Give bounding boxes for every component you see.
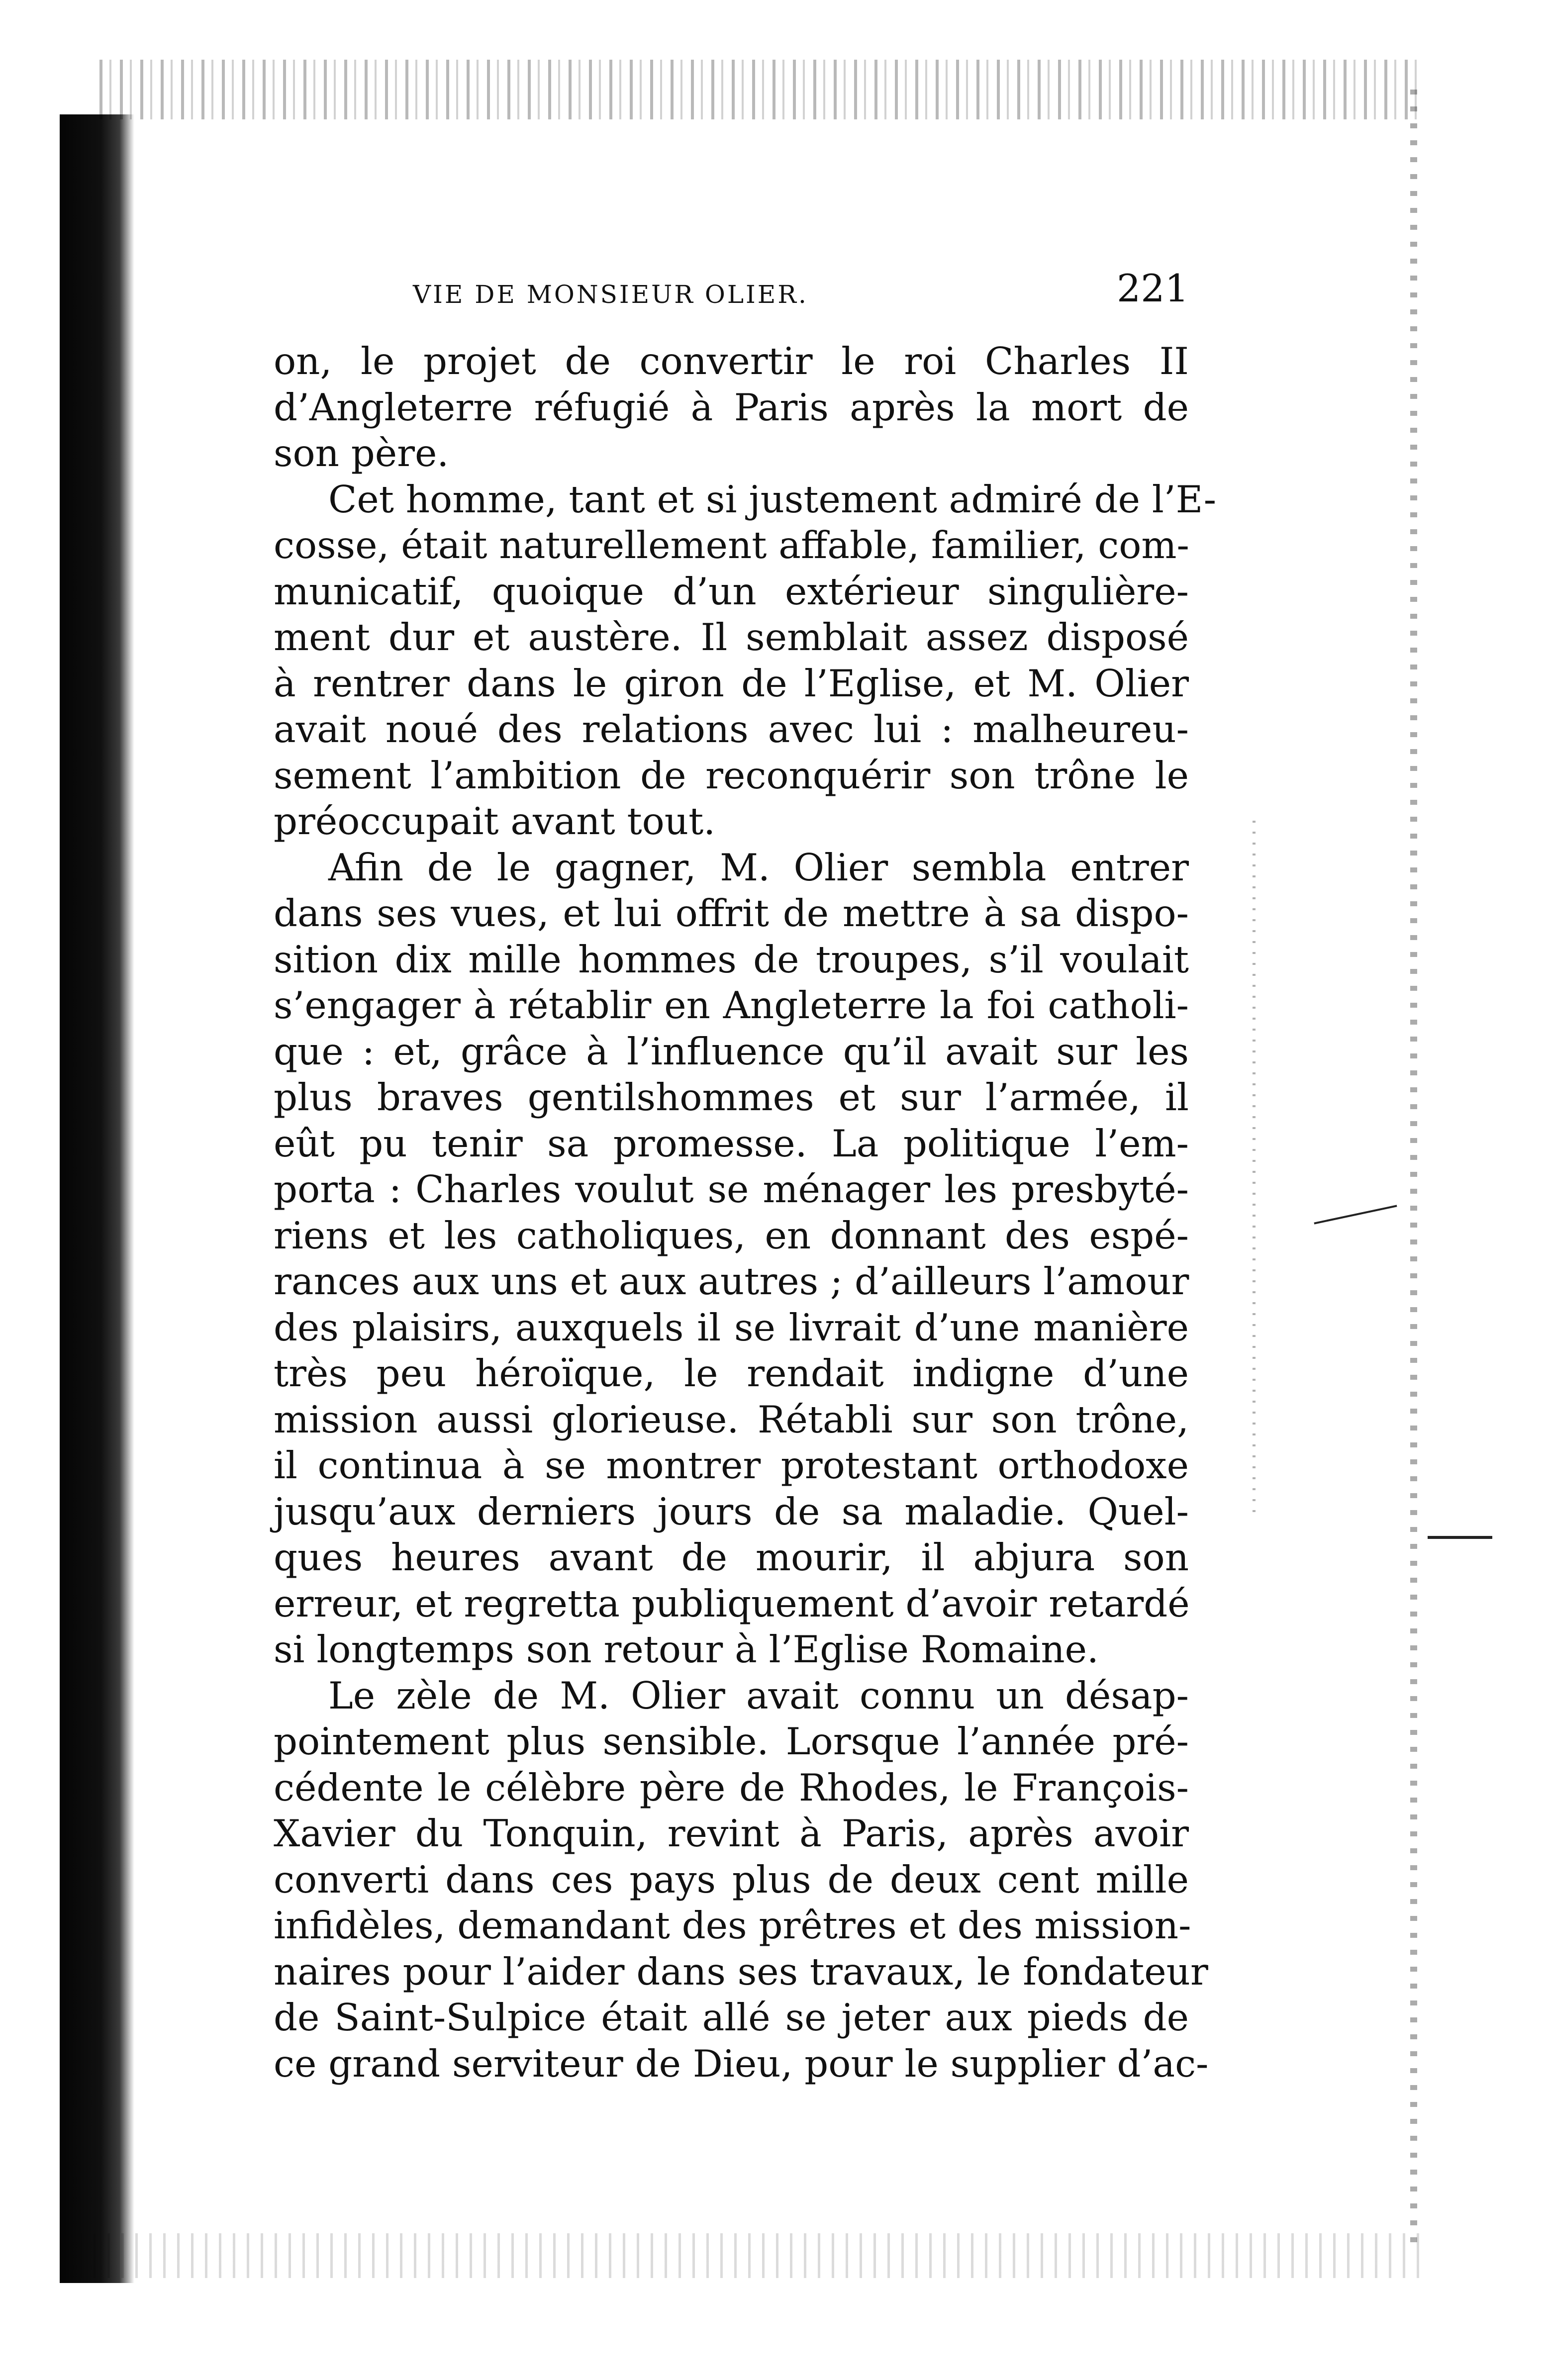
text-line: cosse, était naturellement affable, familier, com-	[274, 523, 1189, 567]
text-line: ment dur et austère. Il semblait assez disposé	[274, 615, 1189, 659]
text-line: riens et les catholiques, en donnant des espé-	[274, 1213, 1189, 1257]
text-line: son père.	[274, 431, 449, 475]
text-line: ques heures avant de mourir, il abjura son	[274, 1535, 1189, 1579]
running-title: VIE DE MONSIEUR OLIER.	[413, 280, 808, 309]
text-line: s’engager à rétablir en Angleterre la foi catholi-	[274, 983, 1189, 1027]
page-header	[274, 266, 1189, 321]
text-line: eût pu tenir sa promesse. La politique l’em-	[274, 1121, 1189, 1165]
text-line: Xavier du Tonquin, revint à Paris, après avoir	[274, 1811, 1189, 1855]
text-line: très peu héroïque, le rendait indigne d’une	[274, 1351, 1189, 1395]
text-line: on, le projet de convertir le roi Charles II	[274, 339, 1189, 383]
text-line: d’Angleterre réfugié à Paris après la mort de	[274, 385, 1189, 429]
text-line: Cet homme, tant et si justement admiré de l’E-	[328, 477, 1217, 521]
page-number: 221	[1116, 266, 1189, 310]
text-line: il continua à se montrer protestant orthodoxe	[274, 1443, 1189, 1487]
text-line: ce grand serviteur de Dieu, pour le supplier d’ac-	[274, 2041, 1209, 2086]
text-line: cédente le célèbre père de Rhodes, le François-	[274, 1765, 1189, 1809]
text-line: erreur, et regretta publiquement d’avoir retardé	[274, 1581, 1190, 1625]
margin-dotted-mark	[1253, 821, 1256, 1517]
text-line: préoccupait avant tout.	[274, 799, 716, 843]
text-line: municatif, quoique d’un extérieur singulière-	[274, 569, 1189, 613]
margin-pen-stroke	[1314, 1205, 1397, 1224]
text-line: naires pour l’aider dans ses travaux, le fondateur	[274, 1949, 1208, 1994]
book-spine-shadow	[60, 114, 134, 2283]
text-line: Afin de le gagner, M. Olier sembla entrer	[328, 845, 1189, 889]
text-line: si longtemps son retour à l’Eglise Romaine.	[274, 1627, 1099, 1671]
text-line: mission aussi glorieuse. Rétabli sur son trône,	[274, 1397, 1189, 1441]
text-line: pointement plus sensible. Lorsque l’année pré-	[274, 1719, 1189, 1763]
text-line: de Saint-Sulpice était allé se jeter aux pieds de	[274, 1996, 1189, 2039]
body-text	[274, 338, 1217, 2087]
text-line: jusqu’aux derniers jours de sa maladie. Quel-	[274, 1489, 1189, 1533]
text-line: à rentrer dans le giron de l’Eglise, et M. Olier	[274, 661, 1189, 705]
margin-pen-stroke	[1428, 1536, 1492, 1539]
text-line: des plaisirs, auxquels il se livrait d’une manière	[274, 1305, 1189, 1349]
text-line: porta : Charles voulut se ménager les presbyté-	[274, 1167, 1189, 1211]
text-line: Le zèle de M. Olier avait connu un désap-	[328, 1673, 1189, 1717]
text-line: infidèles, demandant des prêtres et des mission-	[274, 1904, 1191, 1947]
text-line: sement l’ambition de reconquérir son trône le	[274, 753, 1189, 797]
top-scan-edge	[99, 60, 1423, 119]
right-scan-edge	[1410, 90, 1417, 2243]
text-line: converti dans ces pays plus de deux cent mille	[274, 1857, 1189, 1902]
text-line: que : et, grâce à l’influence qu’il avait sur les	[274, 1029, 1189, 1073]
text-line: avait noué des relations avec lui : malheureu-	[274, 707, 1189, 751]
text-line: dans ses vues, et lui offrit de mettre à sa dispo-	[274, 891, 1189, 935]
text-line: plus braves gentilshommes et sur l’armée, il	[274, 1075, 1189, 1119]
text-line: sition dix mille hommes de troupes, s’il voulait	[274, 937, 1189, 981]
bottom-scan-edge	[80, 2233, 1423, 2278]
text-line: rances aux uns et aux autres ; d’ailleurs l’amour	[274, 1259, 1189, 1303]
